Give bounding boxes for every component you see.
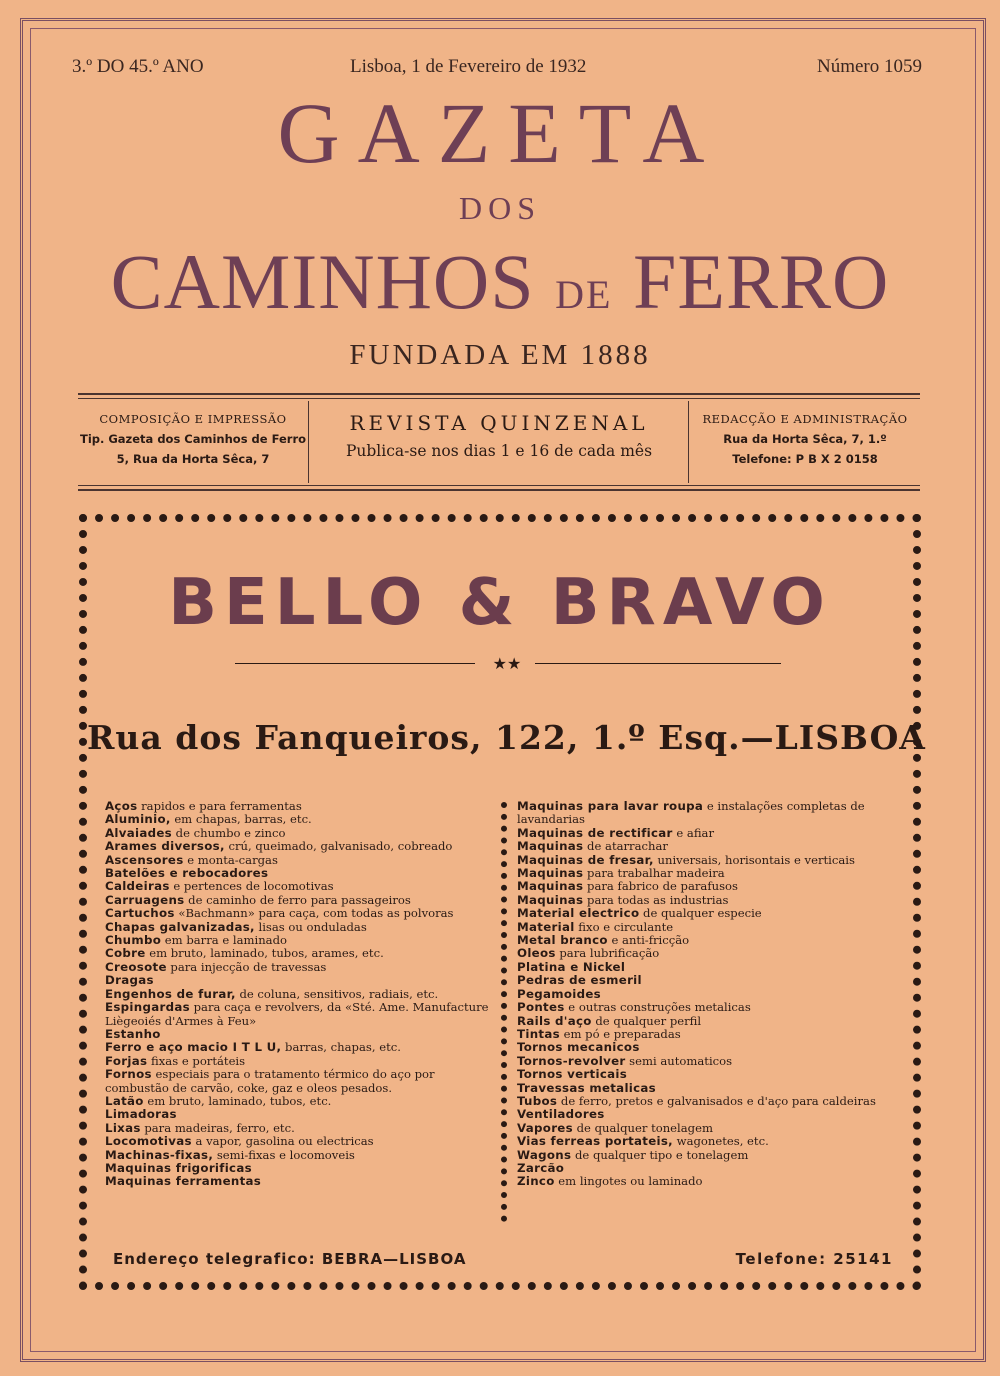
product-name: Oleos — [517, 946, 556, 961]
ad-rule-left — [235, 663, 475, 664]
product-name: Tornos-revolver — [517, 1053, 626, 1068]
product-item — [105, 1149, 493, 1162]
product-description: e anti-fricção — [607, 933, 690, 948]
product-item — [105, 854, 493, 867]
product-name: Tornos mecanicos — [517, 1040, 640, 1055]
masthead-gazeta: GAZETA — [277, 85, 723, 181]
product-name: Pedras de esmeril — [517, 973, 642, 988]
product-description: especiais para o tratamento térmico do aço por combustão de carvão, coke, gaz e oleos pesados. — [105, 1067, 435, 1095]
product-description: fixas e portáteis — [147, 1053, 246, 1068]
product-item — [105, 961, 493, 974]
product-item — [105, 1055, 493, 1068]
product-name: Aluminio, — [105, 812, 171, 827]
product-description: e afiar — [672, 825, 715, 840]
product-item — [105, 934, 493, 947]
product-description: em barra e laminado — [161, 933, 287, 948]
product-item — [105, 1175, 493, 1188]
product-name: Carruagens — [105, 892, 185, 907]
product-name: Platina e Nickel — [517, 959, 626, 974]
product-item — [517, 1122, 907, 1135]
product-name: Maquinas frigorificas — [105, 1160, 252, 1175]
product-description: em lingotes ou laminado — [554, 1174, 703, 1189]
product-name: Estanho — [105, 1026, 161, 1041]
product-name: Latão — [105, 1093, 144, 1108]
product-name: Alvaiades — [105, 825, 172, 840]
product-item — [517, 1082, 907, 1095]
info-printing — [78, 409, 308, 469]
product-description: lisas ou onduladas — [254, 919, 367, 934]
product-name: Ascensores — [105, 852, 184, 867]
product-description: de qualquer tonelagem — [572, 1120, 713, 1135]
masthead-dos: DOS — [458, 190, 541, 226]
product-name: Material — [517, 919, 575, 934]
product-description: de coluna, sensitivos, radiais, etc. — [235, 986, 439, 1001]
product-name: Maquinas — [517, 866, 584, 881]
product-item — [517, 894, 907, 907]
product-description: de qualquer tipo e tonelagem — [571, 1147, 749, 1162]
product-description: «Bachmann» para caça, com todas as polvoras — [174, 906, 454, 921]
ad-product-list-right — [517, 800, 907, 1189]
product-description: wagonetes, etc. — [672, 1134, 769, 1149]
product-description: semi-fixas e locomoveis — [213, 1147, 355, 1162]
product-item — [517, 1028, 907, 1041]
info-box — [78, 393, 920, 491]
product-item — [105, 988, 493, 1001]
product-name: Maquinas — [517, 839, 584, 854]
product-description: rapidos e para ferramentas — [137, 799, 302, 813]
product-name: Maquinas de fresar, — [517, 852, 654, 867]
info-printing-title: COMPOSIÇÃO E IMPRESSÃO — [99, 412, 287, 426]
product-name: Tubos — [517, 1093, 558, 1108]
product-item — [517, 921, 907, 934]
product-description: e pertences de locomotivas — [169, 879, 334, 894]
product-name: Chumbo — [105, 933, 162, 948]
issue-year: 3.º DO 45.º ANO — [72, 56, 204, 77]
ad-telegraph: Endereço telegrafico: BEBRA—LISBOA — [113, 1250, 467, 1268]
masthead-ferro: FERRO — [632, 238, 890, 325]
product-name: Locomotivas — [105, 1134, 192, 1149]
product-item — [105, 947, 493, 960]
info-rule-bottom — [78, 485, 920, 486]
product-item — [105, 1041, 493, 1054]
product-item — [105, 800, 493, 813]
product-name: Limadoras — [105, 1107, 177, 1122]
product-item — [517, 1162, 907, 1175]
product-name: Ventiladores — [517, 1107, 605, 1122]
product-name: Forjas — [105, 1053, 148, 1068]
info-revista-line1: Publica-se nos dias 1 e 16 de cada mês — [345, 442, 653, 460]
product-description: para fabrico de parafusos — [583, 879, 738, 894]
product-description: de ferro, pretos e galvanisados e d'aço para caldeiras — [557, 1093, 876, 1108]
product-item — [105, 894, 493, 907]
product-name: Aços — [105, 799, 138, 813]
info-revista — [310, 409, 688, 465]
product-description: para caça e revolvers, da «Sté. Ame. Manufacture Liègeoiés d'Armes à Feu» — [105, 1000, 489, 1028]
product-item — [517, 1055, 907, 1068]
product-name: Caldeiras — [105, 879, 170, 894]
product-item — [105, 813, 493, 826]
product-item — [105, 1068, 493, 1095]
info-redaccao-line2: Telefone: P B X 2 0158 — [732, 452, 878, 466]
product-name: Dragas — [105, 973, 154, 988]
dateline: Lisboa, 1 de Fevereiro de 1932 — [350, 56, 587, 77]
product-name: Ferro e aço macio I T L U, — [105, 1040, 282, 1055]
issue-number: Número 1059 — [816, 56, 922, 77]
product-item — [105, 921, 493, 934]
product-name: Espingardas — [105, 1000, 190, 1015]
product-item — [517, 947, 907, 960]
product-description: para todas as industrias — [583, 892, 729, 907]
product-name: Tintas — [517, 1026, 560, 1041]
product-item — [517, 1149, 907, 1162]
product-description: e monta-cargas — [183, 852, 278, 867]
product-description: e outras construções metalicas — [564, 1000, 751, 1015]
product-item — [517, 1175, 907, 1188]
product-item — [517, 867, 907, 880]
product-description: fixo e circulante — [574, 919, 674, 934]
product-description: para trabalhar madeira — [583, 866, 725, 881]
product-item — [517, 1001, 907, 1014]
product-item — [517, 827, 907, 840]
masthead-caminhos-de-ferro — [0, 240, 1000, 337]
product-description: semi automaticos — [625, 1053, 733, 1068]
product-item — [517, 934, 907, 947]
product-item — [517, 854, 907, 867]
product-item — [105, 1001, 493, 1028]
product-item — [517, 1108, 907, 1121]
product-item — [105, 1095, 493, 1108]
masthead-caminhos: CAMINHOS — [110, 238, 535, 325]
product-item — [517, 974, 907, 987]
info-redaccao-line1: Rua da Horta Sêca, 7, 1.º — [723, 432, 887, 446]
product-name: Arames diversos, — [105, 839, 225, 854]
product-name: Pegamoides — [517, 986, 601, 1001]
product-description: barras, chapas, etc. — [281, 1040, 401, 1055]
product-name: Tornos verticais — [517, 1067, 628, 1082]
product-item — [105, 1135, 493, 1148]
info-redaccao-title: REDACÇÃO E ADMINISTRAÇÃO — [702, 412, 908, 426]
info-redaccao — [690, 409, 920, 469]
info-printing-line2: 5, Rua da Horta Sêca, 7 — [116, 452, 270, 466]
product-name: Maquinas — [517, 879, 584, 894]
product-item — [105, 827, 493, 840]
product-name: Material electrico — [517, 906, 640, 921]
product-item — [517, 1095, 907, 1108]
product-item — [517, 1015, 907, 1028]
product-name: Vapores — [517, 1120, 573, 1135]
product-item — [105, 907, 493, 920]
product-item — [517, 1135, 907, 1148]
product-name: Batelões e rebocadores — [105, 866, 269, 881]
product-name: Pontes — [517, 1000, 565, 1015]
info-divider-left — [308, 401, 309, 483]
advertisement — [79, 514, 926, 1290]
product-item — [105, 1122, 493, 1135]
product-description: em bruto, laminado, tubos, etc. — [143, 1093, 332, 1108]
product-name: Maquinas para lavar roupa — [517, 799, 704, 813]
product-description: e instalações completas de lavandarias — [517, 799, 865, 827]
product-name: Creosote — [105, 959, 167, 974]
product-item — [517, 1041, 907, 1054]
ad-product-list-left — [105, 800, 493, 1189]
product-item — [105, 840, 493, 853]
product-name: Zarcão — [517, 1160, 565, 1175]
product-description: universais, horisontais e verticais — [653, 852, 855, 867]
product-name: Lixas — [105, 1120, 141, 1135]
product-item — [105, 1108, 493, 1121]
product-item — [105, 867, 493, 880]
product-name: Chapas galvanizadas, — [105, 919, 255, 934]
product-name: Maquinas ferramentas — [105, 1174, 262, 1189]
info-divider-right — [688, 401, 689, 483]
product-item — [517, 840, 907, 853]
product-description: de atarrachar — [583, 839, 668, 854]
product-description: de chumbo e zinco — [172, 825, 286, 840]
header-line — [72, 56, 922, 82]
ad-column-separator — [501, 802, 509, 1222]
product-item — [105, 974, 493, 987]
product-item — [517, 907, 907, 920]
product-description: em chapas, barras, etc. — [170, 812, 312, 827]
masthead-de: DE — [555, 272, 613, 317]
ad-stars: ★★ — [492, 654, 522, 673]
product-name: Engenhos de furar, — [105, 986, 236, 1001]
product-name: Maquinas de rectificar — [517, 825, 673, 840]
product-name: Zinco — [517, 1174, 555, 1189]
product-item — [105, 880, 493, 893]
product-description: para madeiras, ferro, etc. — [140, 1120, 295, 1135]
product-item — [105, 1162, 493, 1175]
product-item — [517, 988, 907, 1001]
ad-rule-right — [535, 663, 781, 664]
info-rule-top — [78, 398, 920, 399]
product-name: Machinas-fixas, — [105, 1147, 214, 1162]
product-description: em bruto, laminado, tubos, arames, etc. — [145, 946, 384, 961]
product-description: de caminho de ferro para passageiros — [184, 892, 411, 907]
product-name: Wagons — [517, 1147, 572, 1162]
product-name: Rails d'aço — [517, 1013, 592, 1028]
product-description: para injecção de travessas — [166, 959, 327, 974]
product-item — [517, 880, 907, 893]
product-item — [517, 800, 907, 827]
product-name: Travessas metalicas — [517, 1080, 657, 1095]
ad-telephone: Telefone: 25141 — [735, 1250, 893, 1268]
product-name: Metal branco — [517, 933, 608, 948]
ad-company-name: BELLO & BRAVO — [168, 566, 832, 640]
info-revista-title: REVISTA QUINZENAL — [349, 411, 649, 435]
ad-address: Rua dos Fanqueiros, 122, 1.º Esq.—LISBOA — [87, 718, 926, 757]
founded-line: FUNDADA EM 1888 — [349, 339, 651, 371]
info-printing-line1: Tip. Gazeta dos Caminhos de Ferro — [79, 432, 307, 446]
product-description: de qualquer especie — [639, 906, 762, 921]
product-item — [517, 961, 907, 974]
product-description: crú, queimado, galvanisado, cobreado — [224, 839, 453, 854]
product-description: de qualquer perfil — [591, 1013, 702, 1028]
product-name: Fornos — [105, 1067, 152, 1082]
product-name: Cobre — [105, 946, 146, 961]
product-name: Cartuchos — [105, 906, 175, 921]
product-name: Vias ferreas portateis, — [517, 1134, 673, 1149]
product-item — [517, 1068, 907, 1081]
product-item — [105, 1028, 493, 1041]
product-description: em pó e preparadas — [559, 1026, 681, 1041]
product-description: para lubrificação — [555, 946, 660, 961]
product-name: Maquinas — [517, 892, 584, 907]
product-description: a vapor, gasolina ou electricas — [191, 1134, 374, 1149]
